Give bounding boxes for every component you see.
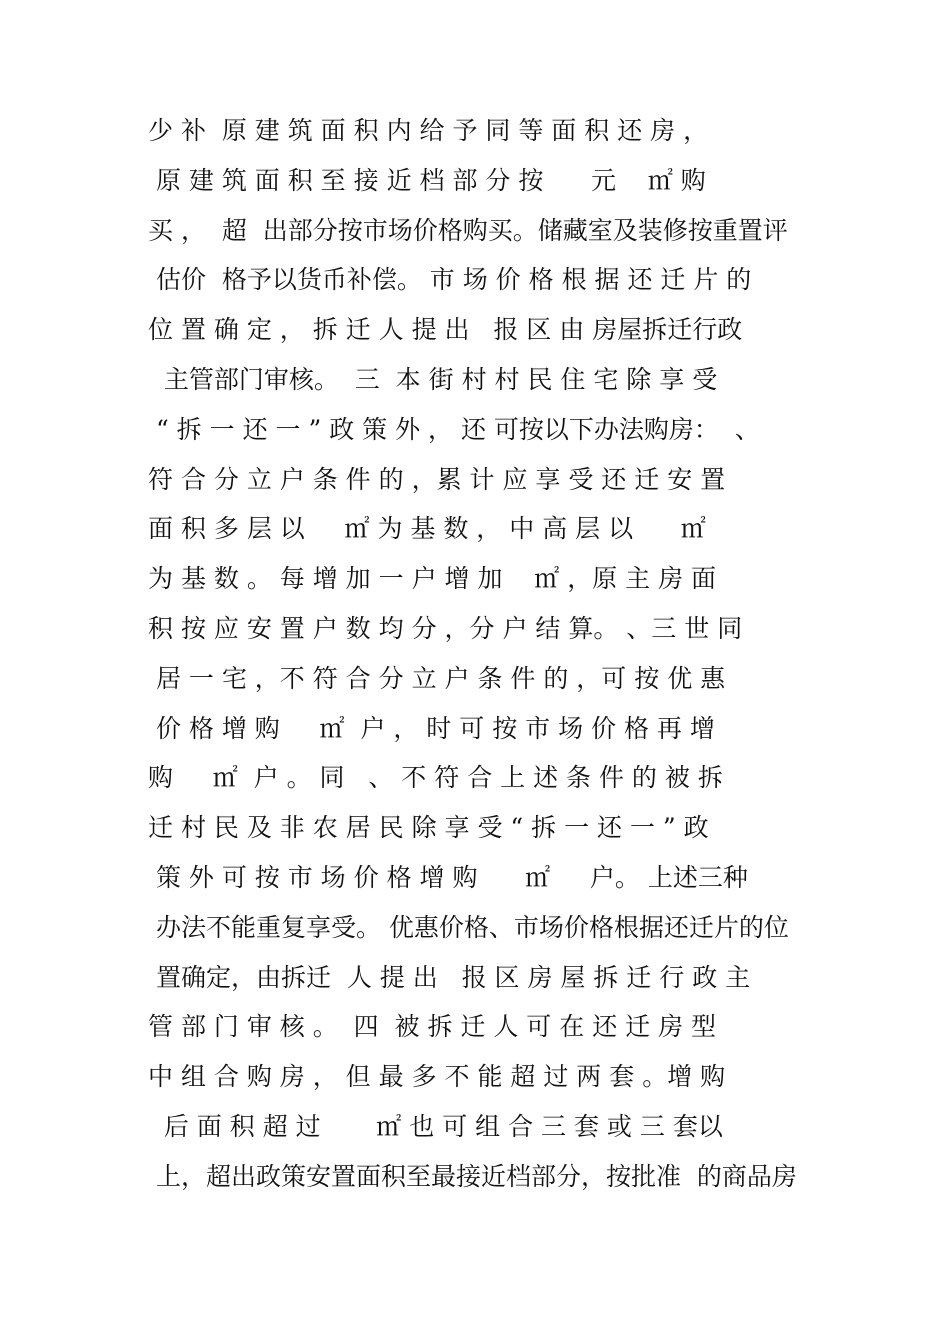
text-line: 符 合 分 立 户 条 件 的 ，累 计 应 享 受 还 迁 安 置 [148,464,726,494]
text-line: 策 外 可 按 市 场 价 格 增 购 ㎡ 户。 上述三种 [148,862,748,892]
text-line: 少 补 原 建 筑 面 积 内 给 予 同 等 面 积 还 房 ， [148,116,709,145]
text-line: 积 按 应 安 置 户 数 均 分 ，分 户 结 算。 、三 世 同 [148,613,743,643]
text-line: 买 ， 超 出部分按市场价格购买。储藏室及装修按重置评 [148,215,788,245]
text-line: 估价 格予以货币补偿。 市 场 价 格 根 据 还 迁 片 的 [148,265,752,295]
body-text [148,106,808,1202]
text-line: 置确定，由拆迁 人 提 出 报 区 房 屋 拆 迁 行 政 主 [148,962,751,992]
text-line: 购 ㎡ 户 。 同 、 不 符 合 上 述 条 件 的 被 拆 [148,763,723,793]
text-line: 位 置 确 定 ， 拆 迁 人 提 出 报 区 由 房屋拆迁行政 [148,315,743,345]
text-line: 面 积 多 层 以 ㎡ 为 基 数 ， 中 高 层 以 ㎡ [148,514,706,544]
text-line: 后 面 积 超 过 ㎡ 也 可 组 合 三 套 或 三 套以 [148,1111,723,1141]
text-line: 管 部 门 审 核 。 四 被 拆 迁 人 可 在 还 迁 房 型 [148,1012,717,1042]
text-line: 为 基 数 。 每 增 加 一 户 增 加 ㎡ ，原 主 房 面 [148,564,717,594]
text-line: 价 格 增 购 ㎡ 户 ， 时 可 按 市 场 价 格 再 增 [148,713,715,743]
text-line: 原 建 筑 面 积 至 接 近 档 部 分 按 元 ㎡ 购 [148,165,706,195]
text-line: 中 组 合 购 房 ， 但 最 多 不 能 超 过 两 套 。增 购 [148,1062,726,1092]
text-line: 上，超出政策安置面积至最接近档部分，按批准 的商品房 [148,1161,797,1191]
text-line: 迁 村 民 及 非 农 居 民 除 享 受 “ 拆 一 还 一 ” 政 [148,813,709,843]
text-line: “ 拆 一 还 一 ” 政 策 外 ， 还 可按以下办法购房： 、 [148,414,760,444]
text-line: 办法不能重复享受。 优惠价格、市场价格根据还迁片的位 [148,912,789,942]
text-line: 居 一 宅 ，不 符 合 分 立 户 条 件 的 ，可 按 优 惠 [148,663,726,693]
text-line: 主管部门审核。 三 本 街 村 村 民 住 宅 除 享 受 [148,364,718,394]
